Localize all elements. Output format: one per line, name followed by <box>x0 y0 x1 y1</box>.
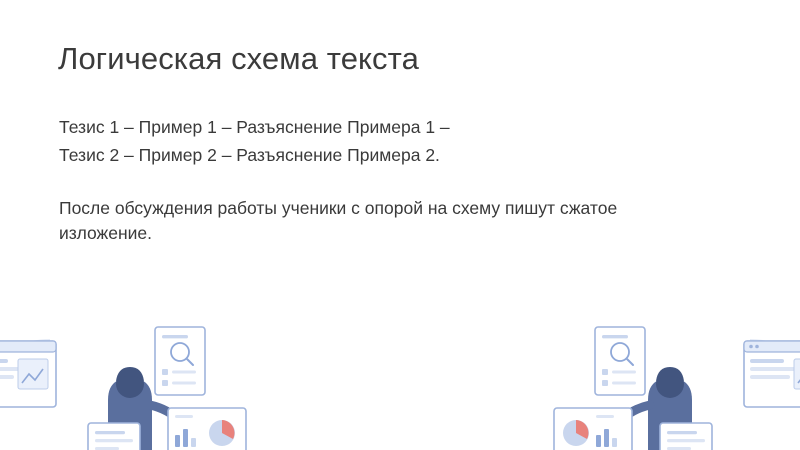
person-figure-right <box>620 367 692 450</box>
arc-rings-left <box>0 340 50 450</box>
arc-rings-right <box>750 340 800 450</box>
browser-window-card-left <box>0 341 56 407</box>
body-line-2: Тезис 2 – Пример 2 – Разъяснение Примера 2. <box>59 145 440 166</box>
body-line-1: Тезис 1 – Пример 1 – Разъяснение Примера 1 – <box>59 117 450 137</box>
body-spacer <box>59 170 719 196</box>
document-search-card-right <box>595 327 645 395</box>
page-title: Логическая схема текста <box>58 41 419 76</box>
body-paragraph: После обсуждения работы ученики с опорой на схему пишут сжатое изложение. <box>59 197 618 244</box>
people-with-charts-illustration-left <box>0 305 290 450</box>
person-figure-left <box>108 367 180 450</box>
chart-card-right <box>554 408 632 450</box>
document-search-card-left <box>155 327 205 395</box>
chart-card-left <box>168 408 246 450</box>
document-card-bottom-left <box>88 423 140 450</box>
document-card-bottom-right <box>660 423 712 450</box>
browser-window-card-right <box>744 341 800 407</box>
slide-body <box>59 113 719 246</box>
people-with-charts-illustration-right <box>510 305 800 450</box>
